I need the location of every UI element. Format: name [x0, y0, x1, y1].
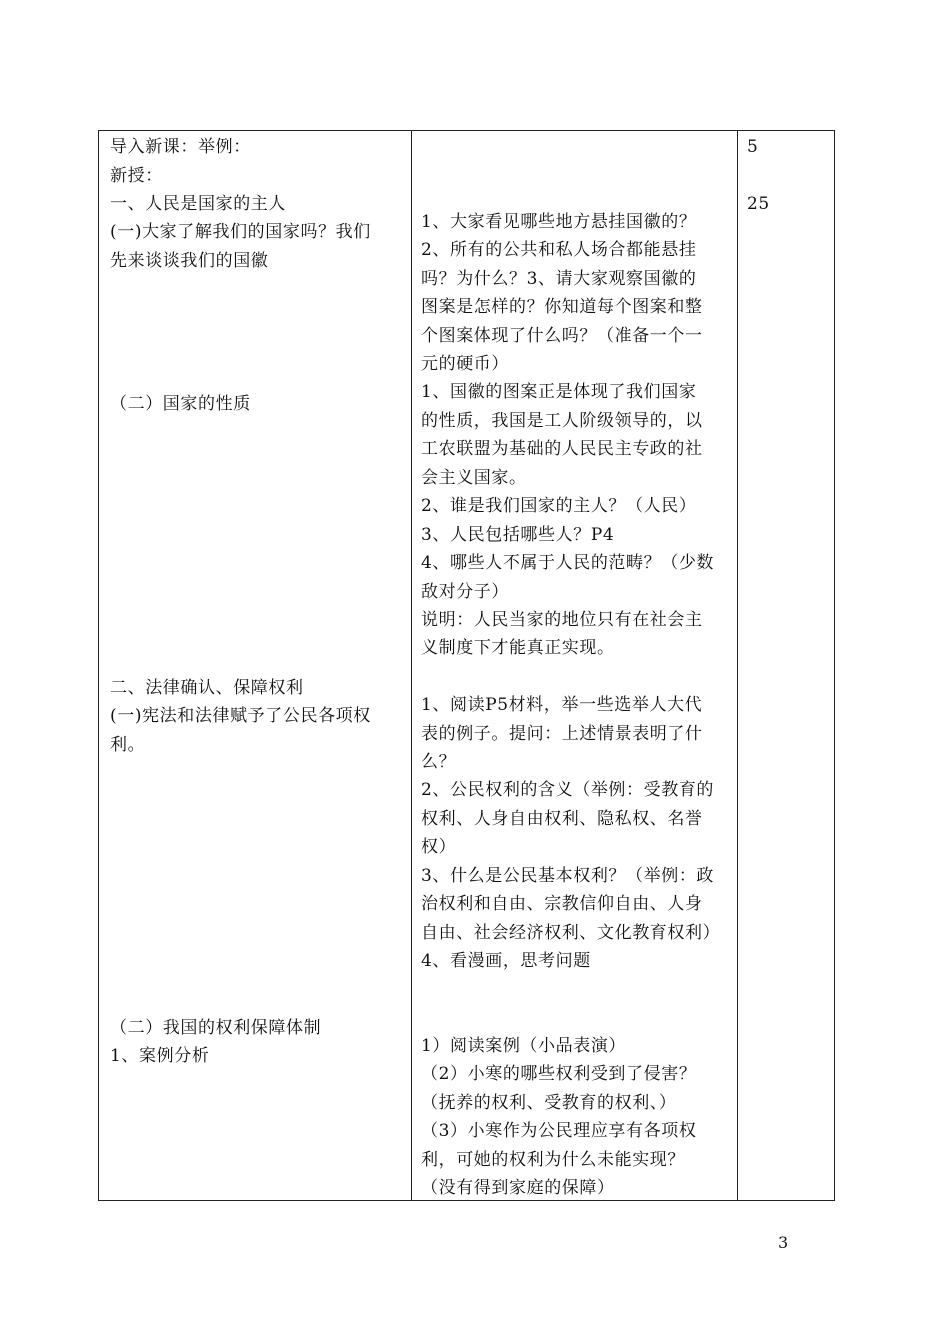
activity-line: 1）阅读案例（小品表演）	[421, 1036, 627, 1056]
content-line: (一)大家了解我们的国家吗？我们	[110, 222, 371, 242]
activity-line: 3、什么是公民基本权利？（举例：政	[421, 866, 715, 886]
content-line: (一)宪法和法律赋予了公民各项权	[110, 706, 371, 726]
activity-line: 权利、人身自由权利、隐私权、名誉	[421, 809, 703, 829]
activity-line: 利，可她的权利为什么未能实现？	[421, 1150, 685, 1170]
activity-line: （没有得到家庭的保障）	[421, 1178, 615, 1198]
content-line: 导入新课：举例：	[110, 137, 251, 157]
content-line: （二）国家的性质	[110, 394, 251, 414]
content-line: （二）我国的权利保障体制	[110, 1018, 322, 1038]
activity-line: 2、所有的公共和私人场合都能悬挂	[421, 240, 697, 260]
activity-line: 自由、社会经济权利、文化教育权利）	[421, 923, 721, 943]
activity-line: 义制度下才能真正实现。	[421, 638, 615, 658]
activity-line: 元的硬币）	[421, 354, 509, 374]
activity-line: 1、大家看见哪些地方悬挂国徽的？	[421, 212, 697, 232]
activity-line: 工农联盟为基础的人民民主专政的社	[421, 439, 703, 459]
activity-line: 治权利和自由、宗教信仰自由、人身	[421, 894, 703, 914]
activity-line: 说明：人民当家的地位只有在社会主	[421, 610, 703, 630]
activity-line: （3）小寒作为公民理应享有各项权	[421, 1121, 697, 1141]
activity-line: 么？	[421, 752, 457, 772]
activity-line: 图案是怎样的？你知道每个图案和整	[421, 297, 703, 317]
page-number: 3	[778, 1233, 789, 1252]
content-line: 利。	[110, 735, 146, 755]
activity-line: 吗？为什么？3、请大家观察国徽的	[421, 269, 697, 289]
activity-line: 4、看漫画，思考问题	[421, 951, 591, 971]
activity-line: （2）小寒的哪些权利受到了侵害？	[421, 1064, 697, 1084]
activity-line: 2、公民权利的含义（举例：受教育的	[421, 780, 715, 800]
time-value: 25	[747, 194, 770, 214]
activity-line: 表的例子。提问：上述情景表明了什	[421, 724, 703, 744]
column-divider	[737, 131, 738, 1200]
activity-line: 4、哪些人不属于人民的范畴？（少数	[421, 553, 715, 573]
content-line: 新授：	[110, 166, 163, 186]
activity-line: 3、人民包括哪些人？P4	[421, 525, 615, 545]
activity-line: 敌对分子）	[421, 582, 509, 602]
content-line: 先来谈谈我们的国徽	[110, 251, 269, 271]
lesson-plan-table	[98, 130, 835, 1201]
activity-line: 2、谁是我们国家的主人？（人民）	[421, 496, 697, 516]
activity-line: 的性质，我国是工人阶级领导的，以	[421, 411, 703, 431]
column-divider	[411, 131, 412, 1200]
time-value: 5	[747, 137, 759, 157]
content-line: 1、案例分析	[110, 1046, 210, 1066]
section-heading: 一、人民是国家的主人	[110, 194, 286, 214]
activity-line: 个图案体现了什么吗？（准备一个一	[421, 326, 703, 346]
activity-line: 权）	[421, 837, 457, 857]
activity-line: 1、国徽的图案正是体现了我们国家	[421, 382, 697, 402]
section-heading: 二、法律确认、保障权利	[110, 678, 304, 698]
activity-line: 会主义国家。	[421, 468, 527, 488]
activity-line: （抚养的权利、受教育的权利、）	[421, 1093, 677, 1113]
activity-line: 1、阅读P5材料，举一些选举人大代	[421, 695, 703, 715]
